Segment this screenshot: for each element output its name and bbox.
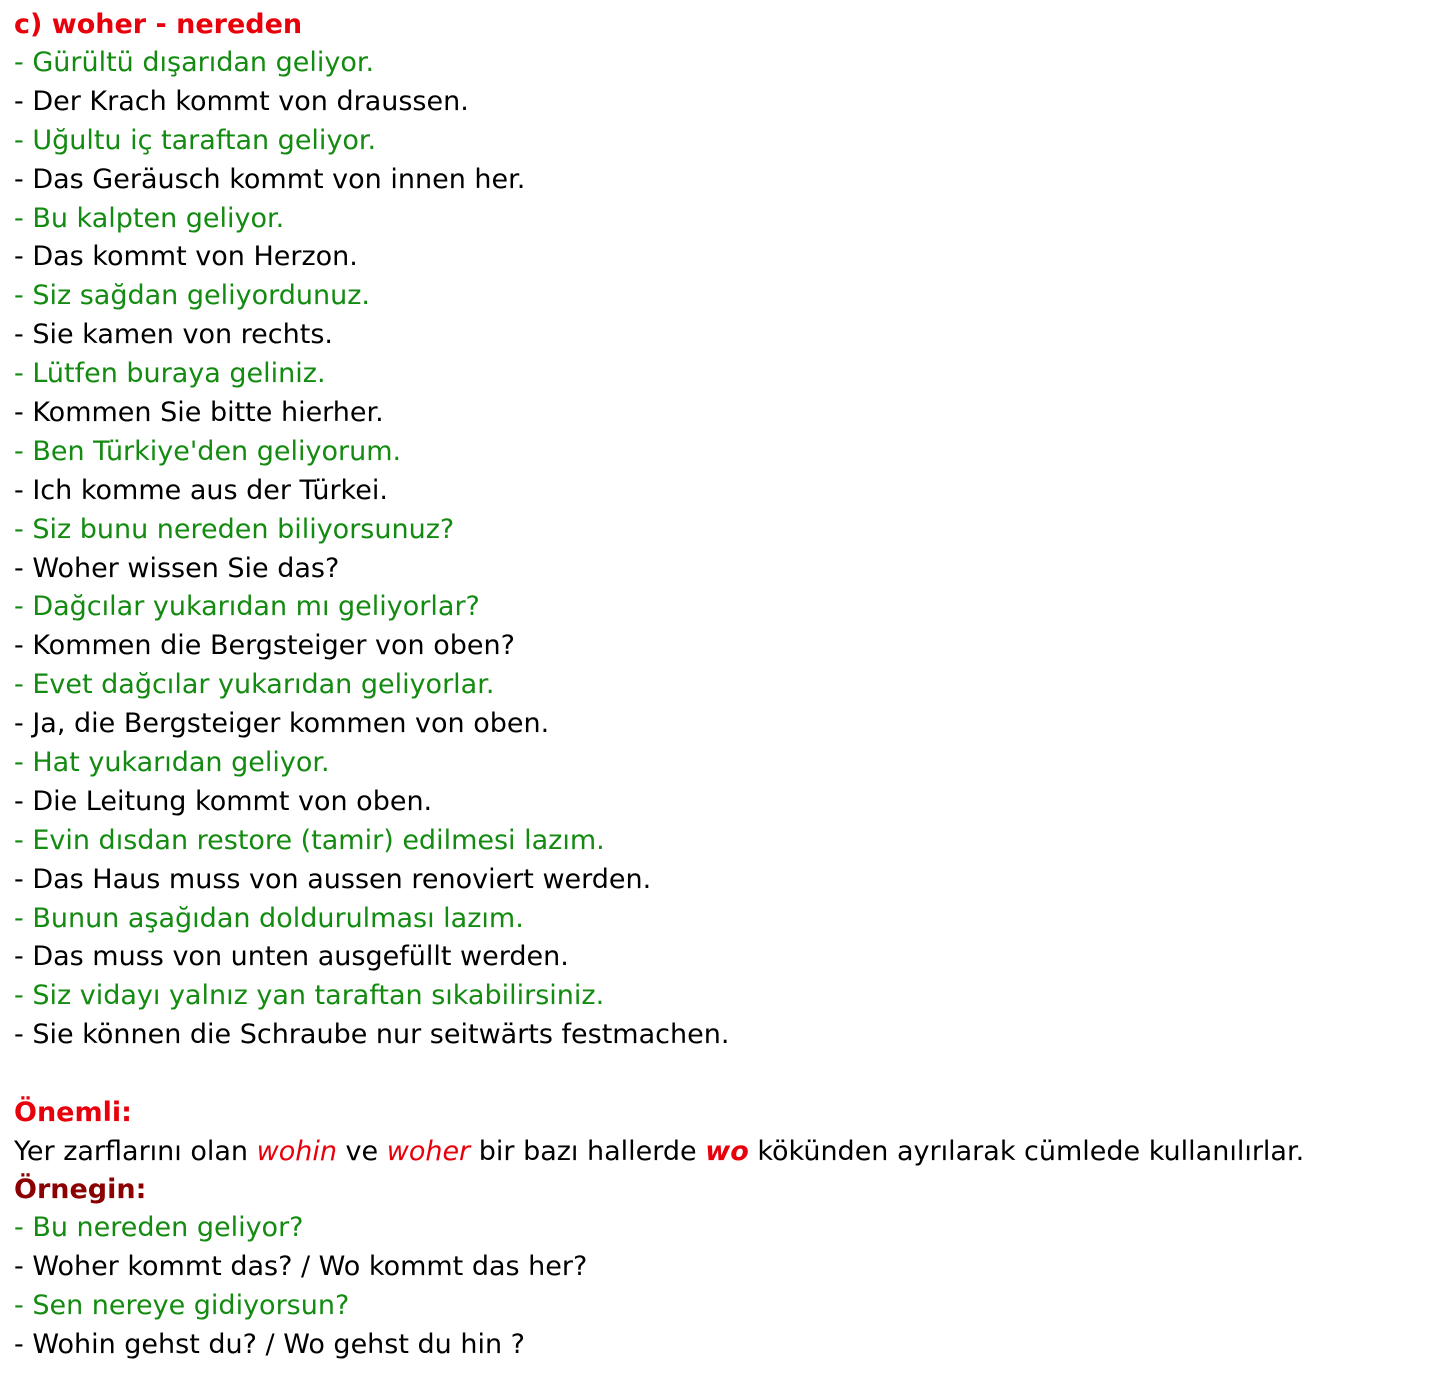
german-sentence: - Sie können die Schraube nur seitwärts festmachen.: [14, 1019, 730, 1051]
note-text-part: ve: [336, 1136, 387, 1168]
note-text-part: bir bazı hallerde: [470, 1136, 706, 1168]
german-sentence: - Ja, die Bergsteiger kommen von oben.: [14, 708, 550, 740]
turkish-sentence: - Siz vidayı yalnız yan taraftan sıkabilirsiniz.: [14, 980, 605, 1012]
keyword-wohin: wohin: [256, 1136, 337, 1168]
example-german-sentence: - Wohin gehst du? / Wo gehst du hin ?: [14, 1328, 525, 1360]
note-text-part: Yer zarflarını olan: [14, 1136, 257, 1168]
turkish-sentence: - Siz bunu nereden biliyorsunuz?: [14, 513, 455, 545]
example-german-sentence: - Woher kommt das? / Wo kommt das her?: [14, 1251, 588, 1283]
document-page: [14, 6, 1444, 1365]
keyword-woher: woher: [386, 1136, 471, 1168]
turkish-sentence: - Siz sağdan geliyordunuz.: [14, 280, 370, 312]
example-title: Örnegin:: [14, 1174, 147, 1206]
german-sentence: - Woher wissen Sie das?: [14, 552, 340, 584]
german-sentence: - Die Leitung kommt von oben.: [14, 785, 433, 817]
german-sentence: - Das Geräusch kommt von innen her.: [14, 163, 526, 195]
german-sentence: - Das kommt von Herzon.: [14, 241, 358, 273]
turkish-sentence: - Bu kalpten geliyor.: [14, 202, 285, 234]
turkish-sentence: - Evin dısdan restore (tamir) edilmesi lazım.: [14, 824, 605, 856]
note-title: Önemli:: [14, 1097, 132, 1129]
german-sentence: - Das muss von unten ausgefüllt werden.: [14, 941, 569, 973]
section-title: c) woher - nereden: [14, 9, 303, 40]
example-turkish-sentence: - Sen nereye gidiyorsun?: [14, 1289, 350, 1321]
example-turkish-sentence: - Bu nereden geliyor?: [14, 1212, 304, 1244]
turkish-sentence: - Hat yukarıdan geliyor.: [14, 747, 330, 779]
german-sentence: - Kommen Sie bitte hierher.: [14, 397, 384, 429]
turkish-sentence: - Lütfen buraya geliniz.: [14, 358, 326, 390]
note-text: [14, 1132, 1444, 1171]
german-sentence: - Sie kamen von rechts.: [14, 319, 333, 351]
note-text-part: kökünden ayrılarak cümlede kullanılırlar.: [748, 1136, 1305, 1168]
spacer: [14, 1055, 1444, 1093]
german-sentence: - Kommen die Bergsteiger von oben?: [14, 630, 515, 662]
turkish-sentence: - Gürültü dışarıdan geliyor.: [14, 47, 375, 78]
turkish-sentence: - Dağcılar yukarıdan mı geliyorlar?: [14, 591, 480, 623]
turkish-sentence: - Ben Türkiye'den geliyorum.: [14, 435, 402, 467]
keyword-wo: wo: [705, 1136, 749, 1168]
sentence-pairs-list: [14, 44, 1444, 1055]
turkish-sentence: - Bunun aşağıdan doldurulması lazım.: [14, 902, 524, 934]
turkish-sentence: - Uğultu iç taraftan geliyor.: [14, 124, 377, 156]
example-pairs-list: [14, 1209, 1444, 1365]
german-sentence: - Der Krach kommt von draussen.: [14, 85, 469, 117]
turkish-sentence: - Evet dağcılar yukarıdan geliyorlar.: [14, 669, 495, 701]
german-sentence: - Das Haus muss von aussen renoviert werden.: [14, 863, 652, 895]
german-sentence: - Ich komme aus der Türkei.: [14, 474, 388, 506]
